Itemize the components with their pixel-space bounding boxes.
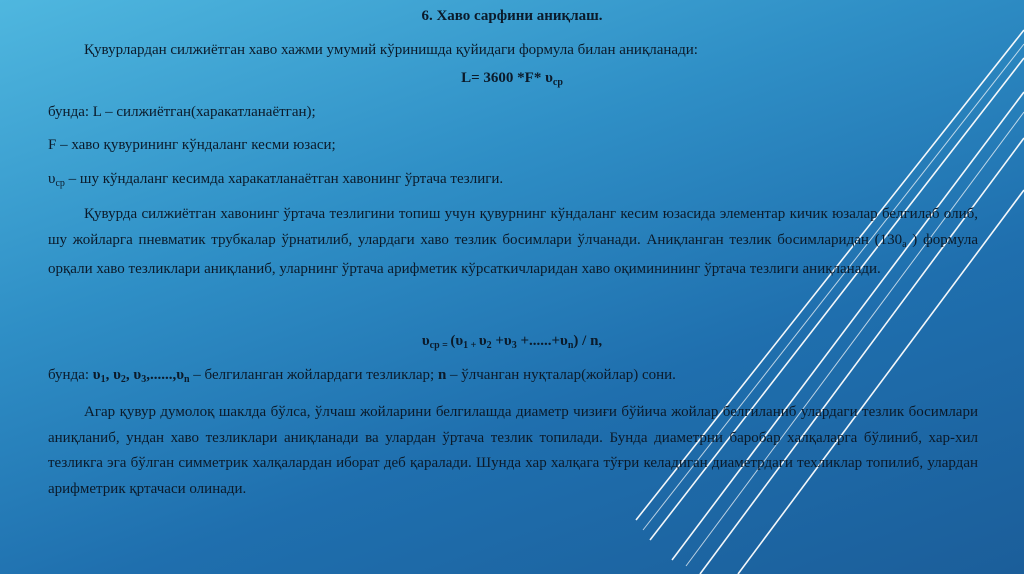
definition-L: бунда: L – силжиётган(харакатланаётган);	[48, 104, 316, 120]
definition-velocities: бунда: $\upsilon_1$, $\upsilon_2$, $\upsilon_3,......,\upsilon_n$ – белгиланган жойлардаги тезликлар; n – ўлчанган нуқталар(жойлар) сони.	[48, 367, 676, 385]
formula-average-velocity: $\upsilon_{ср}$ $_=$ ($\upsilon_1$ $_+$ $\upsilon_2 +\upsilon_3 +......+\upsilon_n) / n$,	[421, 333, 603, 351]
definition-v: $\upsilon_{ср}$ – шу кўндаланг кесимда харакатланаётган хавонинг ўртача тезлиги.	[48, 171, 504, 189]
formula-airflow: L= 3600 *F* $\upsilon_{ср}$	[461, 70, 563, 88]
paragraph-round-duct: Агар қувур думолоқ шаклда бўлса, ўлчаш жойларини белгилашда диаметр чизиғи бўйича жойлар белгиланиб улардаги тезлик босимлари аниқланиб, ундан хаво тезликлари аниқланади ва улардан ўртача тезлик топилади. Бунда диаметрни баробар халқаларга бўлиниб, хар-хил тезликга эга бўлган симметрик халқалардан иборат деб қаралади. Шунда хар халқага тўғри келадиган диаметрдаги техликлар топилиб, улардан арифметрик қртачаси олинади.	[48, 404, 978, 497]
definition-F: F – хаво қувурининг кўндаланг кесми юзаси;	[48, 137, 336, 153]
intro-line: Қувурлардан силжиётган хаво хажми умумий кўринишда қуйидаги формула билан аниқланади:	[84, 42, 698, 58]
paragraph-velocity-measurement: Қувурда силжиётган хавонинг ўртача тезлигини топиш учун қувурнинг кўндаланг кесим юзасида элементар кичик юзалар белгилаб олиб, шу жойларга пневматик трубкалар ўрнатилиб, улардаги хаво тезлик босимлари ўлчанади. Аниқланган тезлик босимларидан ($130_а$ ) формула орқали хаво тезликлари аниқланиб, уларнинг ўртача арифметик кўрсаткичларидан хаво оқиминининг ўртача тезлиги аниқланади.	[48, 206, 978, 277]
section-title: 6. Хаво сарфини аниқлаш.	[421, 8, 603, 24]
